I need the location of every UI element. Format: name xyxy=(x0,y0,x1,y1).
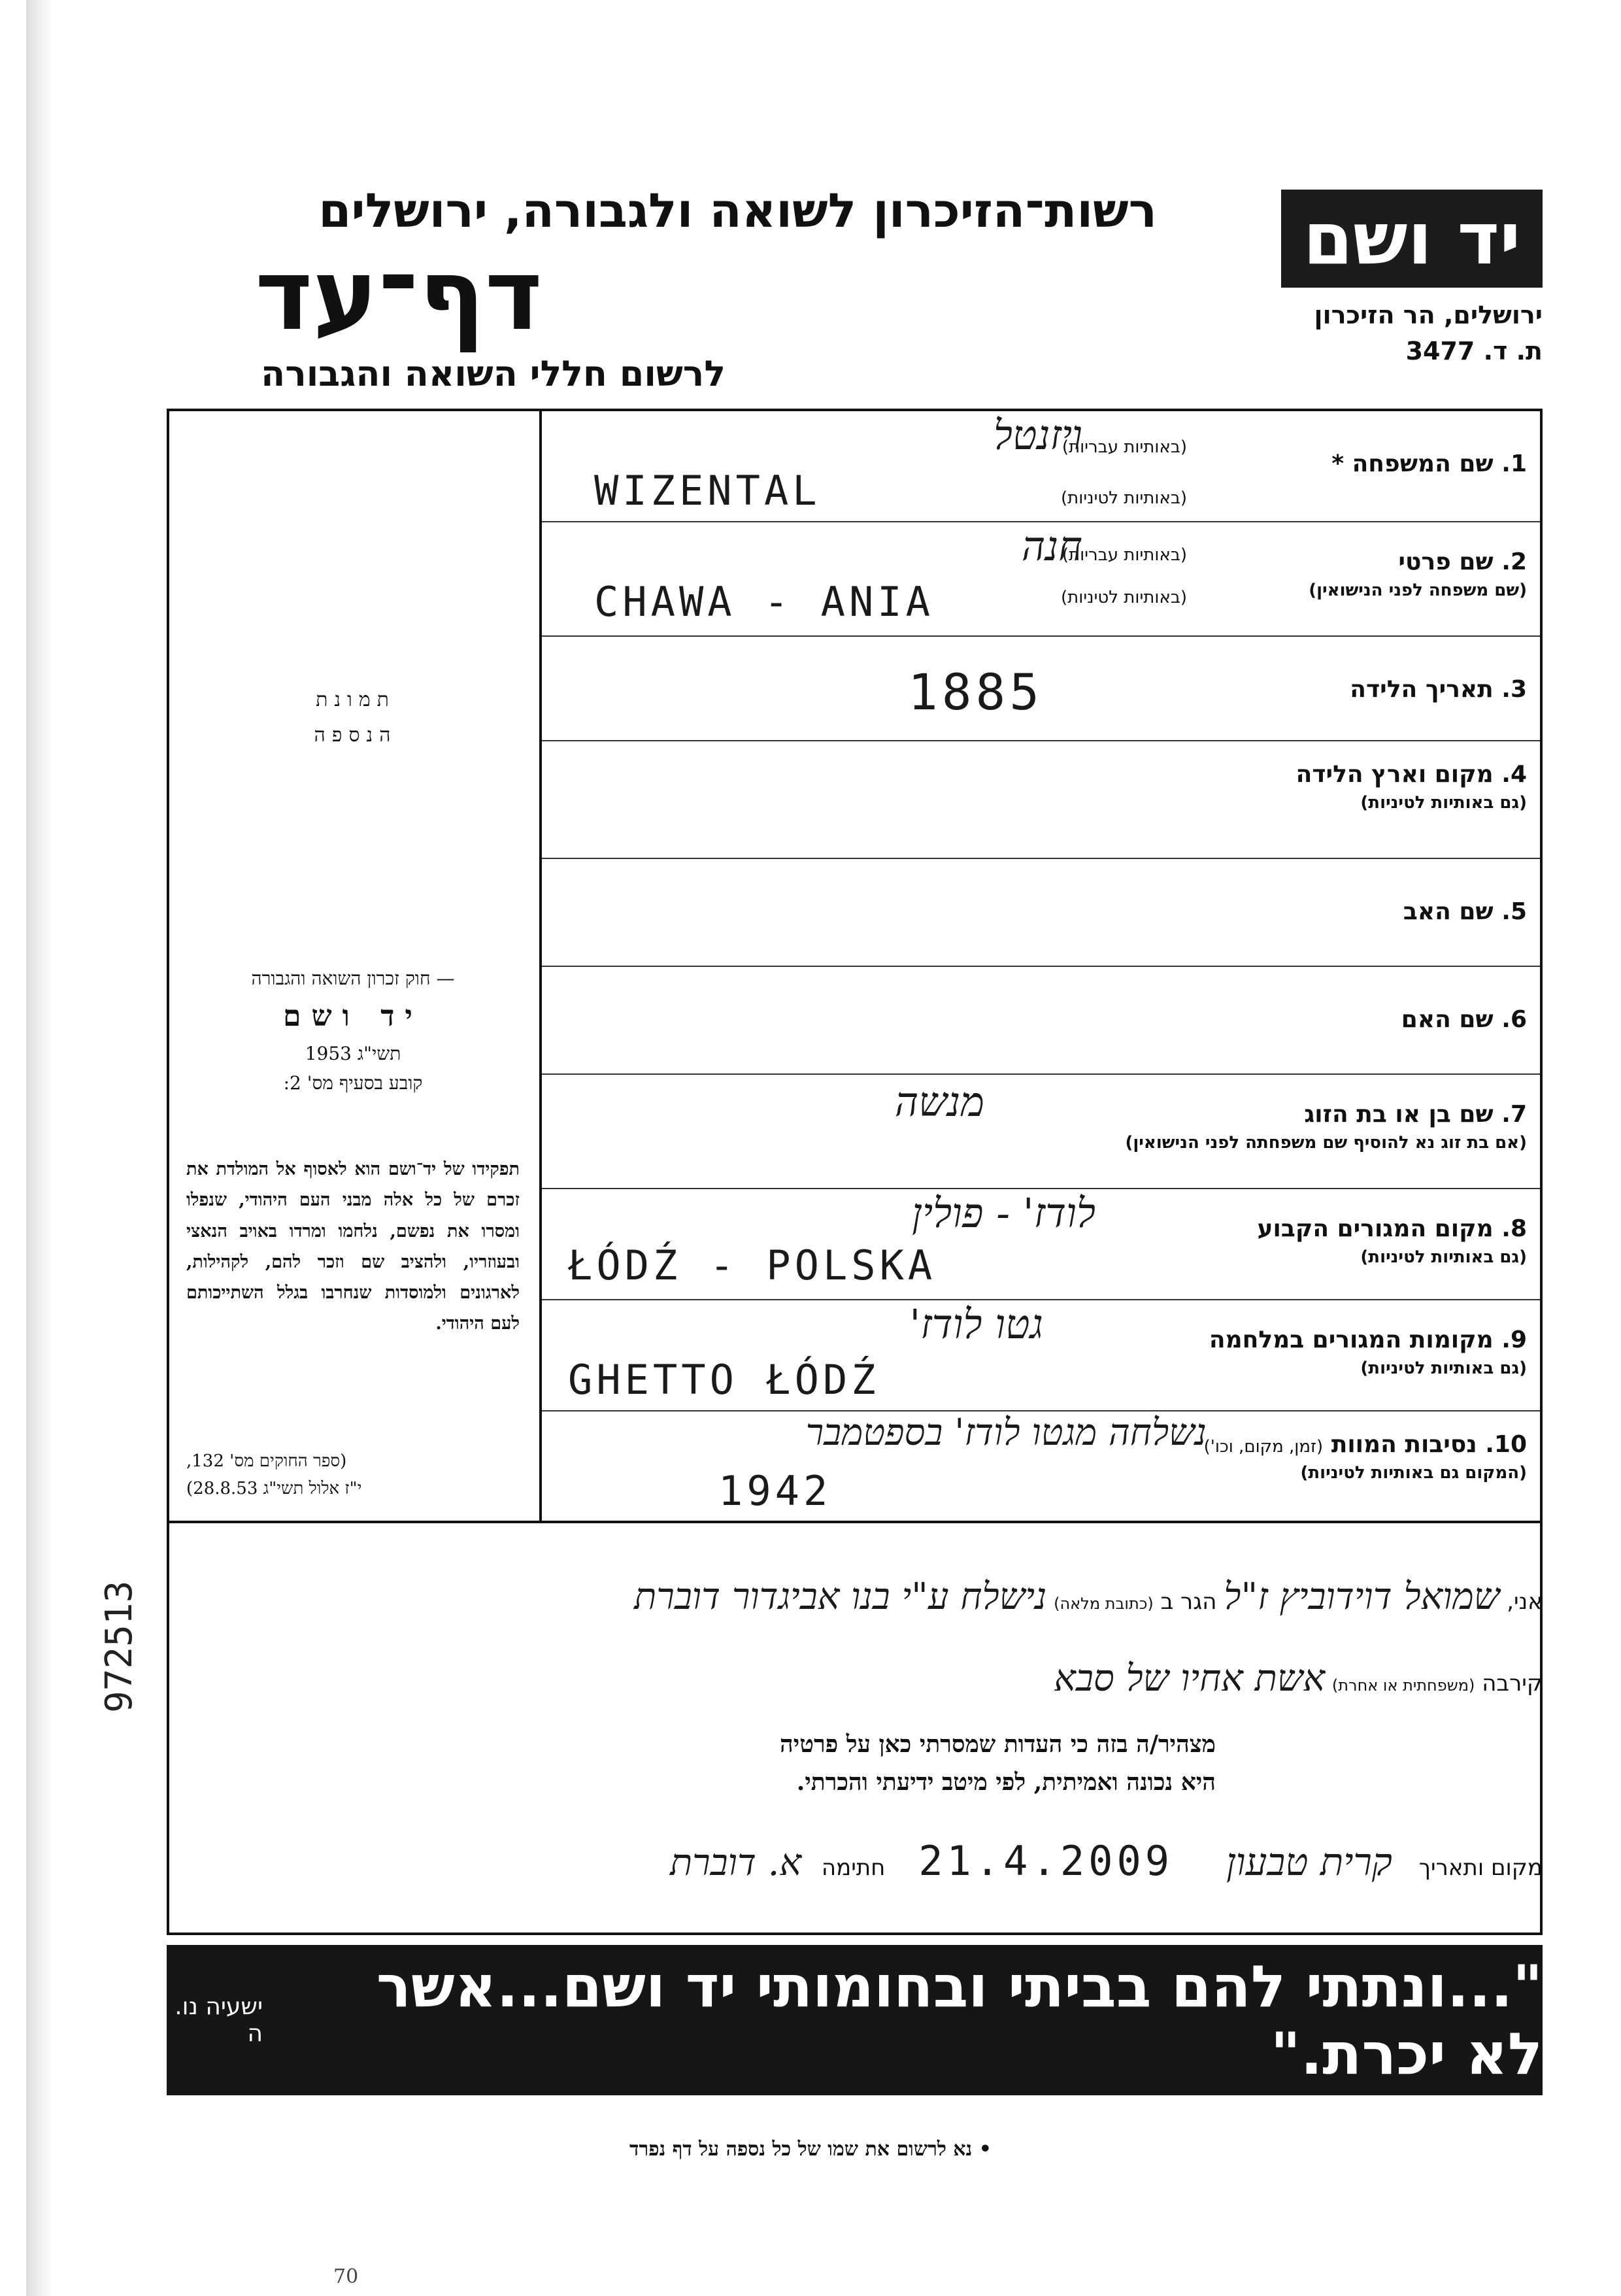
place-value: קרית טבעון xyxy=(1226,1840,1392,1884)
banner-quote: "...ונתתי להם בביתי ובחומותי יד ושם...אשר לא יכרת." xyxy=(376,1953,1543,2087)
row-wartime-residence: 9. מקומות המגורים במלחמה (גם באותיות לטיניות) גטו לודז' GHETTO ŁÓDŹ xyxy=(542,1300,1540,1411)
row-birth-date: 3. תאריך הלידה 1885 xyxy=(542,637,1540,741)
family-name-hebrew-value: ויזנטל xyxy=(993,411,1082,459)
permanent-residence-note: (גם באותיות לטיניות) xyxy=(1360,1247,1527,1267)
row-father-name: 5. שם האב xyxy=(542,859,1540,967)
birth-place-note: (גם באותיות לטיניות) xyxy=(1360,793,1527,813)
banner-source: ישעיה נו. ה xyxy=(175,1993,263,2047)
first-name-note: (שם משפחה לפני הנישואין) xyxy=(1309,581,1527,600)
mother-name-label: שם האם xyxy=(1401,1006,1494,1033)
row-family-name: 1. שם המשפחה * (באותיות עבריות) (באותיות לטיניות) ויזנטל WIZENTAL xyxy=(542,411,1540,522)
form-title: דף־עד xyxy=(255,239,543,352)
logo-po-box: ת. ד. 3477 xyxy=(1405,337,1543,365)
permanent-residence-hebrew-value: לודז' - פולין xyxy=(912,1189,1095,1237)
family-name-label: שם המשפחה * xyxy=(1331,450,1494,477)
witness-name-value: שמואל דוידוביץ ז"ל xyxy=(1224,1576,1500,1618)
law-description: תפקידו של יד־ושם הוא לאסוף אל המולדת את זכרם של כל אלה מבני העם היהודי, שנפלו ומסרו את נפשם, נלחמו ומרדו באויב הנאצי ובעוזריו, ולהציב שם וזכר להם, לקהילות, לארגונים ולמוסדות שנחרבו בגלל השתייכותם לעם היהודי. xyxy=(186,1159,520,1334)
authority-name: רשות־הזיכרון לשואה ולגבורה, ירושלים xyxy=(318,183,1157,238)
wartime-residence-label: מקומות המגורים במלחמה xyxy=(1209,1326,1494,1353)
family-name-latin-value: WIZENTAL xyxy=(594,467,821,515)
father-name-label: שם האב xyxy=(1403,898,1494,925)
hint-hebrew: (באותיות עבריות) xyxy=(1061,545,1187,565)
witness-address-value: נישלח ע"י בנו אביגדור דוברת xyxy=(634,1576,1047,1618)
wartime-residence-latin-value: GHETTO ŁÓDŹ xyxy=(568,1356,880,1404)
death-circumstances-note: (המקום גם באותיות לטיניות) xyxy=(1300,1463,1527,1483)
hint-latin: (באותיות לטיניות) xyxy=(1061,488,1187,508)
law-reference: (ספר החוקים מס' 132, י"ז אלול תשי"ג 28.8.53) xyxy=(186,1451,362,1498)
first-name-hebrew-value: חנה xyxy=(1021,522,1082,570)
law-year: תשי"ג 1953 xyxy=(305,1043,401,1065)
law-title: — חוק זכרון השואה והגבורה xyxy=(251,968,455,989)
death-circumstances-value-line1: נשלחה מגטו לודז' בספטמבר xyxy=(805,1411,1207,1454)
row-birth-place: 4. מקום וארץ הלידה (גם באותיות לטיניות) xyxy=(542,741,1540,859)
spouse-name-value: מנשה xyxy=(894,1078,984,1126)
first-name-latin-value: CHAWA - ANIA xyxy=(594,578,934,626)
birth-place-label: מקום וארץ הלידה xyxy=(1295,761,1494,788)
row-spouse-name: 7. שם בן או בת הזוג (אם בת זוג נא להוסיף שם משפחתה לפני הנישואין) מנשה xyxy=(542,1075,1540,1189)
row-mother-name: 6. שם האם xyxy=(542,967,1540,1075)
first-name-label: שם פרטי xyxy=(1398,549,1494,575)
law-name: יד ושם xyxy=(283,999,423,1033)
bottom-mark: 70 xyxy=(333,2265,359,2288)
form-subtitle: לרשום חללי השואה והגבורה xyxy=(261,353,726,394)
row-permanent-residence: 8. מקום המגורים הקבוע (גם באותיות לטיניות) לודז' - פולין ŁÓDŹ - POLSKA xyxy=(542,1189,1540,1300)
logo-address: ירושלים, הר הזיכרון xyxy=(1314,301,1543,329)
photo-placeholder: תמונת הנספה xyxy=(314,688,397,747)
yad-vashem-logo: יד ושם xyxy=(1281,190,1543,288)
field-rows xyxy=(542,411,1540,1521)
declaration-statement: מצהיר/ה בזה כי העדות שמסרתי כאן על פרטיה היא נכונה ואמיתית, לפי מיטב ידיעתי והכרתי. xyxy=(780,1730,1216,1796)
wartime-residence-hebrew-value: גטו לודז' xyxy=(909,1300,1043,1348)
spouse-name-label: שם בן או בת הזוג xyxy=(1304,1101,1494,1128)
date-value: 21.4.2009 xyxy=(918,1837,1174,1885)
relation-value: אשת אחיו של סבא xyxy=(1054,1657,1326,1700)
row-first-name: 2. שם פרטי (שם משפחה לפני הנישואין) (באותיות עבריות) (באותיות לטיניות) חנה CHAWA - ANIA xyxy=(542,522,1540,637)
law-block xyxy=(180,964,526,1098)
death-circumstances-label: נסיבות המוות xyxy=(1331,1431,1477,1458)
scan-edge xyxy=(26,0,52,2296)
hint-hebrew: (באותיות עבריות) xyxy=(1061,437,1187,457)
death-circumstances-value-line2: 1942 xyxy=(718,1467,832,1515)
wartime-residence-note: (גם באותיות לטיניות) xyxy=(1360,1359,1527,1378)
spouse-name-note: (אם בת זוג נא להוסיף שם משפחתה לפני הנישואין) xyxy=(1125,1133,1527,1153)
birth-date-label: תאריך הלידה xyxy=(1350,676,1494,703)
signature-value: א. דוברת xyxy=(670,1842,802,1884)
declaration-line-1: אני, שמואל דוידוביץ ז"ל הגר ב (כתובת מלאה) נישלח ע"י בנו אביגדור דוברת xyxy=(634,1576,1543,1618)
permanent-residence-latin-value: ŁÓDŹ - POLSKA xyxy=(568,1241,937,1289)
birth-date-value: 1885 xyxy=(908,663,1044,721)
footer-note: • נא לרשום את שמו של כל נספה על דף נפרד xyxy=(629,2138,992,2161)
side-handwritten-number: 972513 xyxy=(98,1580,141,1713)
place-date-signature-line: מקום ותאריך קרית טבעון 21.4.2009 חתימה א. דוברת xyxy=(670,1837,1543,1885)
declaration-line-2: קירבה (משפחתית או אחרת) אשת אחיו של סבא xyxy=(1054,1657,1543,1700)
hint-latin: (באותיות לטיניות) xyxy=(1061,588,1187,607)
quote-banner xyxy=(167,1945,1543,2095)
law-section: קובע בסעיף מס' 2: xyxy=(283,1072,423,1094)
permanent-residence-label: מקום המגורים הקבוע xyxy=(1257,1215,1494,1242)
row-circumstances-of-death: 10. נסיבות המוות (זמן, מקום, וכו') (המקום גם באותיות לטיניות) נשלחה מגטו לודז' בספטמבר 1942 xyxy=(718,1411,1527,1515)
